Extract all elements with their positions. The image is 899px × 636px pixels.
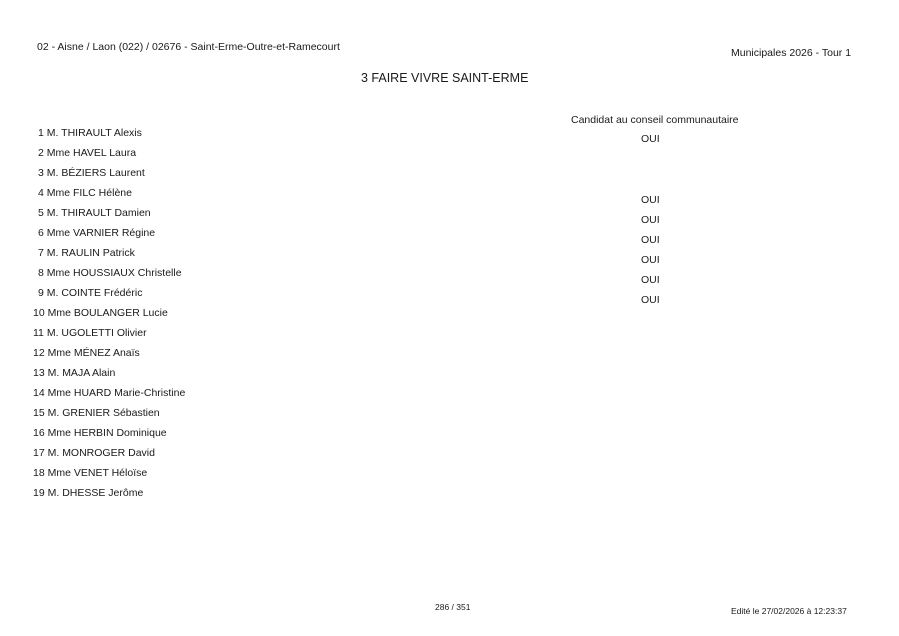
candidate-name: Mme MÉNEZ Anaïs: [47, 347, 140, 359]
communautaire-value: OUI: [641, 234, 660, 246]
communautaire-value: OUI: [641, 133, 660, 145]
candidate-name: Mme HERBIN Dominique: [47, 427, 167, 439]
candidate-row: [38, 167, 145, 179]
edited-timestamp: Edité le 27/02/2026 à 12:23:37: [731, 606, 847, 616]
candidate-row: [38, 247, 135, 259]
candidate-name: Mme HAVEL Laura: [46, 147, 137, 159]
candidate-row: [38, 267, 182, 279]
candidate-number: 9: [38, 287, 44, 299]
communautaire-value: OUI: [641, 214, 660, 226]
candidate-number: 4: [38, 187, 44, 199]
candidate-name: M. MONROGER David: [47, 447, 155, 459]
candidate-number: 1: [38, 127, 44, 139]
candidate-name: M. UGOLETTI Olivier: [46, 327, 147, 339]
candidate-number: 15: [33, 407, 45, 419]
candidate-row: [38, 127, 142, 139]
candidate-row: [33, 427, 167, 439]
candidate-number: 19: [33, 487, 45, 499]
candidate-number: 2: [38, 147, 44, 159]
candidate-number: 7: [38, 247, 44, 259]
candidate-row: [33, 387, 185, 399]
candidate-number: 10: [33, 307, 45, 319]
candidate-number: 18: [33, 467, 45, 479]
candidate-number: 14: [33, 387, 45, 399]
candidate-row: [38, 287, 142, 299]
candidate-name: Mme VENET Héloïse: [47, 467, 148, 479]
location-header: 02 - Aisne / Laon (022) / 02676 - Saint-Erme-Outre-et-Ramecourt: [37, 41, 340, 53]
candidate-row: [33, 327, 147, 339]
candidate-number: 12: [33, 347, 45, 359]
candidate-name: Mme BOULANGER Lucie: [47, 307, 168, 319]
candidate-name: M. RAULIN Patrick: [46, 247, 135, 259]
candidate-number: 5: [38, 207, 44, 219]
candidate-row: [33, 347, 140, 359]
candidate-name: M. MAJA Alain: [47, 367, 116, 379]
candidate-row: [33, 307, 168, 319]
candidate-number: 16: [33, 427, 45, 439]
election-header: Municipales 2026 - Tour 1: [731, 47, 852, 59]
candidate-name: M. COINTE Frédéric: [46, 287, 143, 299]
column-header-communautaire: Candidat au conseil communautaire: [571, 114, 739, 126]
candidate-row: [33, 467, 147, 479]
candidate-name: M. THIRAULT Alexis: [46, 127, 142, 139]
candidate-name: Mme VARNIER Régine: [46, 227, 156, 239]
candidate-row: [33, 407, 160, 419]
candidate-name: Mme HOUSSIAUX Christelle: [46, 267, 182, 279]
candidate-row: [38, 187, 132, 199]
candidate-number: 3: [38, 167, 44, 179]
communautaire-value: OUI: [641, 194, 660, 206]
candidate-row: [38, 207, 151, 219]
candidate-name: M. BÉZIERS Laurent: [46, 167, 145, 179]
communautaire-value: OUI: [641, 294, 660, 306]
candidate-name: M. THIRAULT Damien: [46, 207, 151, 219]
candidate-row: [33, 487, 143, 499]
candidate-name: M. DHESSE Jerôme: [47, 487, 144, 499]
candidate-row: [33, 367, 115, 379]
candidate-name: Mme HUARD Marie-Christine: [47, 387, 186, 399]
candidate-row: [33, 447, 155, 459]
candidate-name: M. GRENIER Sébastien: [47, 407, 160, 419]
candidate-row: [38, 227, 155, 239]
candidate-number: 17: [33, 447, 45, 459]
candidate-number: 11: [33, 327, 44, 339]
candidate-number: 13: [33, 367, 45, 379]
candidate-row: [38, 147, 136, 159]
list-title: 3 FAIRE VIVRE SAINT-ERME: [361, 71, 529, 85]
candidate-number: 6: [38, 227, 44, 239]
communautaire-value: OUI: [641, 274, 660, 286]
page-number: 286 / 351: [435, 602, 471, 612]
candidate-name: Mme FILC Hélène: [46, 187, 132, 199]
communautaire-value: OUI: [641, 254, 660, 266]
candidate-number: 8: [38, 267, 44, 279]
